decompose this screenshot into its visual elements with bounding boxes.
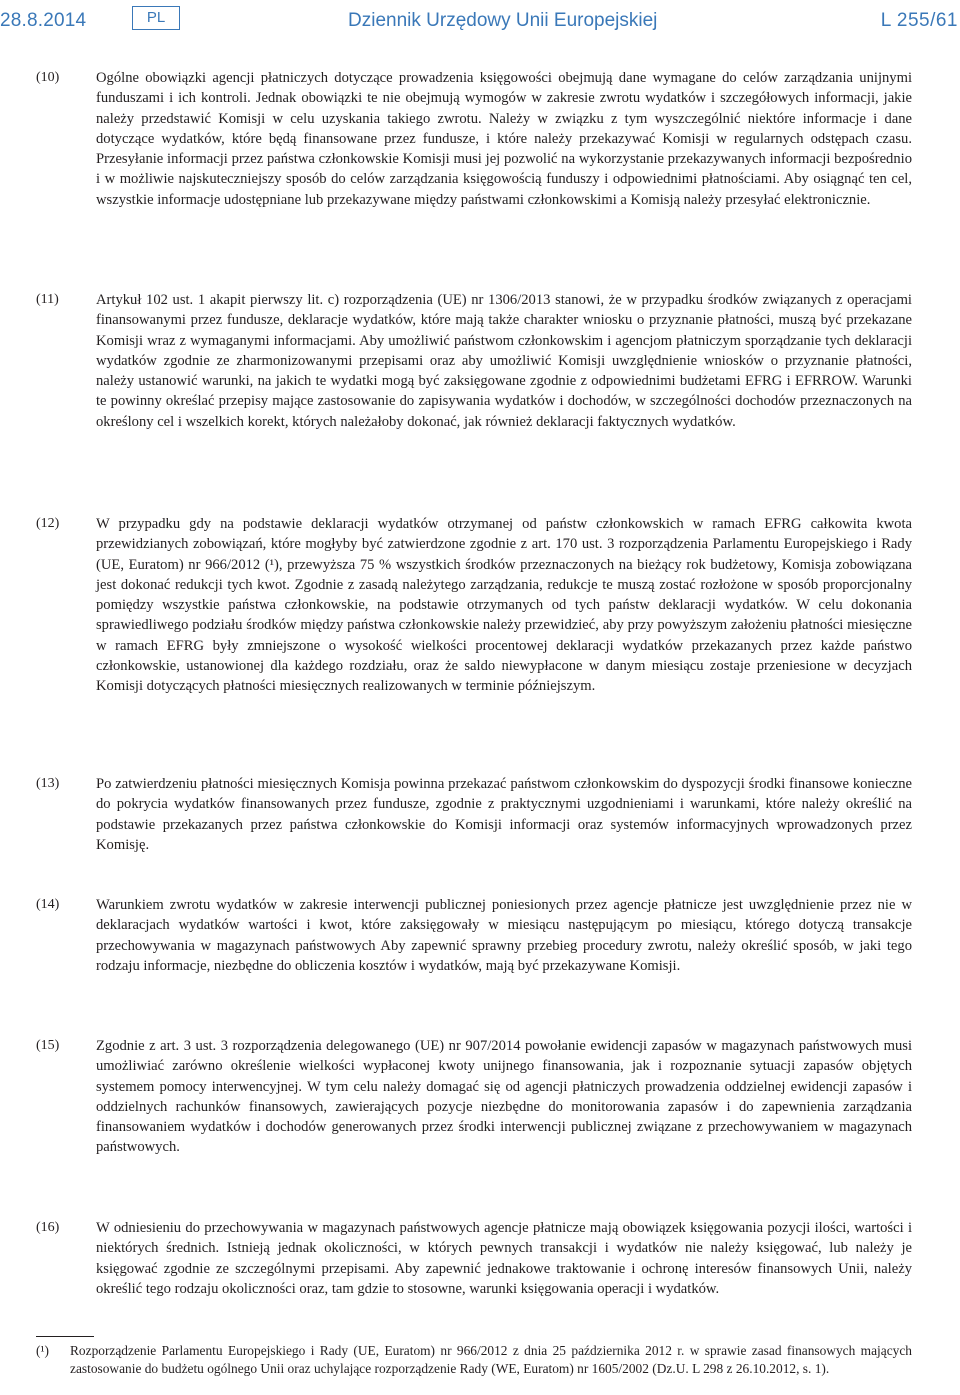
footnote	[36, 1342, 912, 1377]
recital-number: (10)	[36, 70, 60, 85]
footnote-marker: (¹)	[36, 1343, 49, 1358]
page-reference: L 255/61	[880, 10, 958, 31]
recital-text: Po zatwierdzeniu płatności miesięcznych Komisja powinna przekazać państwom członkowskim do dyspozycji środki finansowe konieczne do pokrycia wydatków finansowanych przez fundusze, zgodnie z praktycznymi uzgodnieniami i warunkami, które należy określić na podstawie przekazanych przez państwa członkowskie do Komisji informacji oraz systemów informacyjnych wprowadzonych przez Komisję.	[96, 776, 912, 853]
recital-text: Ogólne obowiązki agencji płatniczych dotyczące prowadzenia księgowości obejmują dane wymagane do celów zarządzania unijnymi funduszami i ich kontroli. Jednak obowiązki te nie obejmują wymogów w zakresie zwrotu wydatków i szczegółowych informacji, jakie należy przedstawić Komisji w celu uzyskania takiego zwrotu. Należy w związku z tym wyszczególnić niektóre informacje i dane dotyczące wydatków, które będą finansowane przez fundusze, i które należy przekazywać Komisji w regularnych odstępach czasu. Przesyłanie informacji przez państwa członkowskie Komisji musi jej pozwolić na wykorzystanie przekazywanych informacji bezpośrednio i w możliwie najskuteczniejszy sposób do celów zarządzania księgowością funduszy i odpowiednimi płatnościami. Aby osiągnąć ten cel, wszystkie informacje udostępniane lub przekazywane między państwami członkowskimi a Komisją należy przesyłać elektronicznie.	[96, 70, 912, 208]
recital-text: Artykuł 102 ust. 1 akapit pierwszy lit. c) rozporządzenia (UE) nr 1306/2013 stanowi, że w przypadku środków związanych z operacjami finansowanymi przez fundusze, deklaracje wydatków, które mają także charakter wniosku o przyznanie płatności, muszą być przekazane Komisji wraz z wymaganymi informacjami. Aby umożliwić państwom członkowskim i agencjom płatniczym sporządzanie tych deklaracji wydatków zgodnie ze zharmonizowanymi przepisami oraz aby umożliwić Komisji uwzględnienie wniosków o przyznanie płatności, należy ustanowić warunki, na jakich te wydatki mogą być zaksięgowane zgodnie z odpowiednimi budżetami EFRG i EFRROW. Warunki te powinny określać przepisy mające zastosowanie do zapisywania wydatków i dochodów, w szczególności dochodów przeznaczonych na określony cel i wszelkich korekt, których należałoby dokonać, jak również deklaracji faktycznych wydatków.	[96, 292, 912, 430]
footnote-text: Rozporządzenie Parlamentu Europejskiego i Rady (UE, Euratom) nr 966/2012 z dnia 25 października 2012 r. w sprawie zasad finansowych mających zastosowanie do budżetu ogólnego Unii oraz uchylające rozporządzenie Rady (WE, Euratom) nr 1605/2002 (Dz.U. L 298 z 26.10.2012, s. 1).	[70, 1343, 912, 1376]
recital-text: Warunkiem zwrotu wydatków w zakresie interwencji publicznej poniesionych przez agencje płatnicze jest uwzględnienie przez nie w deklaracjach wydatków wartości i kwot, które zaksięgowały w miesiącu następującym po miesiącu, którego dotyczą transakcje przechowywania w magazynach państwowych Aby zapewnić sprawny przebieg procedury zwrotu, należy określić sposób, w jaki tego rodzaju informacje, niezbędne do obliczenia kosztów i wydatków, mają być przekazywane Komisji.	[96, 897, 912, 974]
publication-date: 28.8.2014	[0, 10, 87, 31]
recital-number: (12)	[36, 516, 60, 531]
recital-number: (11)	[36, 292, 59, 307]
recital-text: Zgodnie z art. 3 ust. 3 rozporządzenia delegowanego (UE) nr 907/2014 powołanie ewidencji zapasów w magazynach państwowych musi umożliwiać zarówno określenie wielkości wypłaconej kwoty unijnego finansowania, jak i rozpoznanie sytuacji zapasów objętych systemem pomocy interwencyjnej. W tym celu należy domagać się od agencji płatniczych prowadzenia oddzielnej ewidencji zapasów i oddzielnych rachunków finansowych, zawierających pozycje niezbędne do monitorowania zapasów i do zapewnienia zarządzania finansowaniem wydatków i dochodów generowanych przez środki interwencji publicznej związane z przechowywaniem w magazynach państwowych.	[96, 1038, 912, 1156]
recital-text: W przypadku gdy na podstawie deklaracji wydatków otrzymanej od państw członkowskich w ramach EFRG całkowita kwota przewidzianych zobowiązań, które mogłyby być zatwierdzone zgodnie z art. 170 ust. 3 rozporządzenia Parlamentu Europejskiego i Rady (UE, Euratom) nr 966/2012 (¹), przewyższa 75 % wszystkich środków przeznaczonych na bieżący rok budżetowy, Komisja zobowiązana jest dokonać redukcji tych kwot. Zgodnie z zasadą należytego zarządzania, redukcje te muszą zostać rozłożone w sposób proporcjonalny pomiędzy wszystkie państwa członkowskie, na podstawie otrzymanych od tych państw deklaracji wydatków. W celu dokonania sprawiedliwego podziału środków między państwa członkowskie należy przewidzieć, aby przy powyższym założeniu płatności miesięczne w ramach EFRG były zmniejszone o wysokość wielkości procentowej deklaracji wydatków przekazanych przez każde państwo członkowskie, ustanowionej dla każdego rozdziału, oraz że saldo niewypłacone w danym miesiącu zostaje przeniesione w decyzjach Komisji dotyczących płatności miesięcznych realizowanych w terminie późniejszym.	[96, 516, 912, 695]
language-badge: PL	[132, 6, 180, 30]
page-header	[0, 6, 960, 34]
recital-text: W odniesieniu do przechowywania w magazynach państwowych agencje płatnicze mają obowiązek księgowania pozycji ilości, wartości i niektórych średnich. Istnieją jednak okoliczności, w których pewnych transakcji i wydatków nie należy księgować, lub należy je księgować zgodnie ze szczególnymi przepisami. Aby zapewnić jednakowe traktowanie i ochronę interesów finansowych Unii, należy określić tego rodzaju okoliczności oraz, tam gdzie to stosowne, warunki księgowania operacji i wydatków.	[96, 1220, 912, 1297]
recital-number: (15)	[36, 1038, 60, 1053]
recital-number: (14)	[36, 897, 60, 912]
recital-number: (16)	[36, 1220, 60, 1235]
journal-title: Dziennik Urzędowy Unii Europejskiej	[348, 10, 658, 31]
recital-number: (13)	[36, 776, 60, 791]
footnote-separator	[36, 1336, 94, 1337]
